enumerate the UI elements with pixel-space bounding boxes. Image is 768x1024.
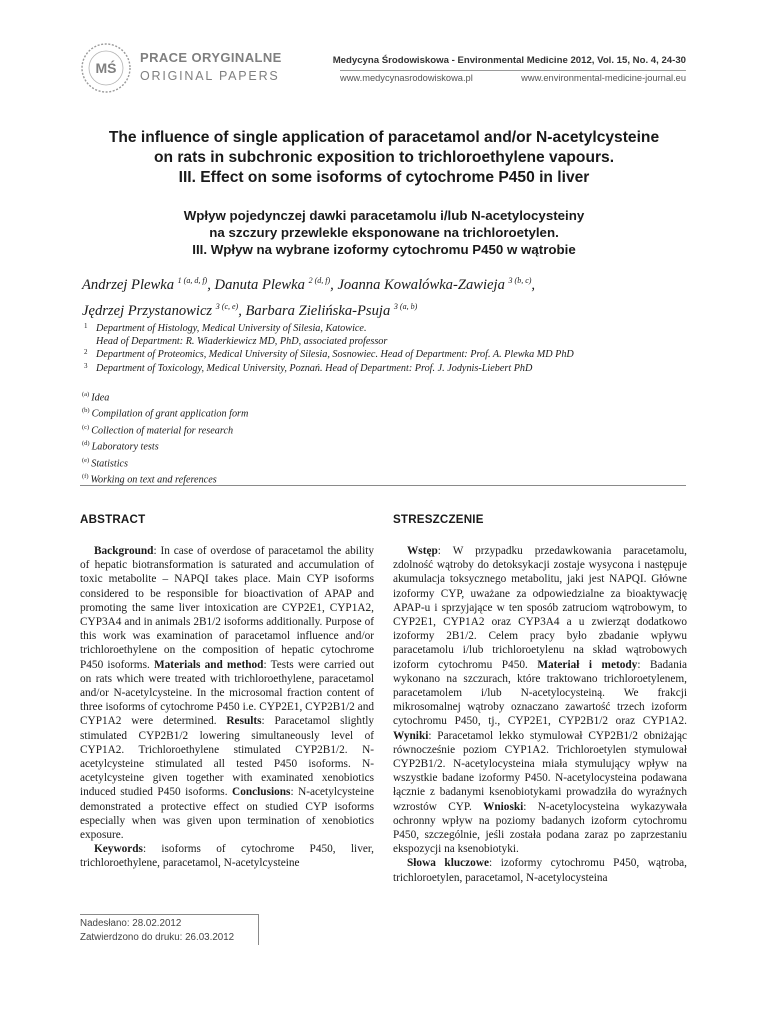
bold-term: Conclusions — [232, 786, 291, 799]
section-divider — [80, 485, 686, 486]
bold-term: Słowa kluczowe — [407, 857, 489, 870]
series-label: PRACE ORYGINALNE — [140, 50, 282, 65]
paper-title-pl — [80, 207, 688, 258]
abstract-body: Background: In case of overdose of paracetamol the ability of hepatic biotransformation is saturated and accumulation of toxic metabolite – NAPQI takes place. Main CYP isoforms considered to be responsible for bioactivation of APAP and promoting the same liver intoxication are CYP2E1, CYP1A2, CYP3A4 and in animals 2B1/2 isoforms additionally. Purpose of this work was examination of paracetamol influence and/or trichloroethylene on the composition of hepatic cytochrome P450 isoforms. Materials and method: Tests were carried out on rats which were treated with trichloroethylene, paracetamol and/or N-acetylcysteine. In the microsomal fraction content of three isoforms of cytochrome P450 i.e. CYP2E1, CYP2B1/2 and CYP1A2 were determined. Results: Paracetamol slightly stimulated CYP2B1/2 lowering simultaneously level of CYP1A2. Trichloroethylene stimulated CYP2B1/2. N-acetylcysteine stimulated all tested P450 isoforms. N-acetylcysteine given together with examinated xenobiotics induced studied P450 isoforms. Conclusions: N-acetylcysteine demonstrated a protective effect on studied CYP isoforms especially when was given upon termination of xenobiotics exposure. — [80, 545, 374, 842]
journal-citation: Medycyna Środowiskowa - Environmental Medicine 2012, Vol. 15, No. 4, 24-30 — [332, 55, 686, 66]
bold-term: Materiał i metody — [537, 658, 638, 671]
streszczenie-heading: STRESZCZENIE — [393, 513, 484, 526]
accepted-date: Zatwierdzono do druku: 26.03.2012 — [80, 932, 235, 943]
affiliations — [82, 322, 702, 375]
bold-term: Wstęp — [407, 545, 438, 557]
affiliation: 1 Department of Histology, Medical University of Silesia, Katowice. Head of Department: R. Wiaderkiewicz MD, PhD, associated professor — [84, 322, 388, 348]
title-line: III. Effect on some isoforms of cytochrome P450 in liver — [178, 169, 590, 186]
contribution-item: $^{(f)}$ Working on text and references — [82, 472, 217, 486]
logo-text: MŚ — [95, 60, 117, 76]
paper-title-en — [80, 128, 688, 188]
abstract-section — [80, 513, 374, 871]
streszczenie-section — [393, 513, 687, 885]
contribution-item: $^{(b)}$ Compilation of grant application form — [82, 407, 249, 420]
contribution-item: $^{(c)}$ Collection of material for research — [82, 423, 234, 437]
contribution-item: $^{(e)}$ Statistics — [82, 456, 129, 469]
bold-term: Background — [94, 545, 154, 557]
author: Andrzej Plewka $^{1 (a, d, f)}$, — [82, 276, 215, 293]
streszczenie-body: Wstęp: W przypadku przedawkowania paracetamolu, zdolność wątroby do detoksykacji zostaje wysycona i następuje akumulacja toksycznego metabolitu, jaki jest NAPQI. Główne izoformy CYP, uważane za odpowiedzialne za bioaktywację APAP-u i sprzyjające w ten sposób zatruciom wątrobowym, to CYP2E1, CYP1A2 oraz CYP3A4 a u zwierząt dodatkowo izoformy 2B1/2. Celem pracy było zbadanie wpływu paracetamolu i/lub trichloroetylenu na skład wątrobowych izoform cytochromu P450. Materiał i metody: Badania wykonano na szczurach, które traktowano trichloroetylenem, paracetamolem i/lub N-acetylocysteiną. We frakcji mikrosomalnej wątroby oznaczano zawartość trzech izoform cytochromu P450, tj., CYP2E1, CYP2B1/2 oraz CYP1A2. Wyniki: Paracetamol lekko stymulował CYP2B1/2 obniżając równocześnie poziom CYP1A2. Trichloroetylen stymulował CYP2B1/2. N-acetylocysteina miała stymulujący wpływ na wszystkie badane izoformy P450. N-acetylocysteina podawana łącznie z badanymi ksenobiotykami prowadziła do wyraźnych wzrostów CYP. Wnioski: N-acetylocysteina wykazywała ochronny wpływ na poziomy badanych izoform cytochromu P450, szczególnie, jeśli została podana zaraz po zaprzestaniu ekspozycji na ksenobiotyki. — [393, 545, 688, 856]
author: Danuta Plewka $^{2 (d, f)}$, — [214, 276, 338, 293]
author: Joanna Kowalówka-Zawieja $^{3 (b, c)}$, — [337, 276, 536, 293]
bold-term: Wyniki — [393, 729, 429, 742]
abstract-heading: ABSTRACT — [80, 513, 146, 526]
affiliation: 2 Department of Proteomics, Medical University of Silesia, Sosnowiec. Head of Department: Prof. A. Plewka MD PhD — [84, 348, 574, 361]
title-line: The influence of single application of paracetamol and/or N-acetylcysteine — [108, 129, 660, 146]
journal-logo — [80, 42, 132, 94]
header-divider — [340, 70, 686, 71]
title-line: on rats in subchronic exposition to trichloroethylene vapours. — [153, 149, 615, 166]
received-date: Nadesłano: 28.02.2012 — [80, 918, 182, 929]
title-line: III. Wpływ na wybrane izoformy cytochromu P450 w wątrobie — [192, 242, 576, 257]
title-line: na szczury przewlekle eksponowane na trichloroetylen. — [209, 225, 559, 240]
author-contributions — [82, 388, 482, 486]
journal-url-en[interactable]: www.environmental-medicine-journal.eu — [521, 73, 686, 83]
contribution-item: $^{(d)}$ Laboratory tests — [82, 440, 159, 453]
bold-term: Results — [226, 715, 262, 728]
streszczenie-keywords: Słowa kluczowe: izoformy cytochromu P450, wątroba, trichloroetylen, paracetamol, N-acetylocysteina — [393, 857, 687, 884]
bold-term: Wnioski — [483, 800, 524, 813]
bold-term: Keywords — [94, 843, 143, 856]
author: Barbara Zielińska-Psuja $^{3 (a, b)}$ — [245, 301, 418, 319]
author-list — [82, 270, 692, 322]
contribution-item: $^{(a)}$ Idea — [82, 391, 110, 404]
bold-term: Materials and method — [154, 658, 264, 671]
author: Jędrzej Przystanowicz $^{3 (c, e)}$, — [82, 301, 246, 319]
title-line: Wpływ pojedynczej dawki paracetamolu i/lub N-acetylocysteiny — [183, 208, 585, 223]
affiliation: 3 Department of Toxicology, Medical University, Poznań. Head of Department: Prof. J. Jodynis-Liebert PhD — [84, 361, 533, 374]
journal-url-pl[interactable]: www.medycynasrodowiskowa.pl — [340, 73, 473, 83]
series-label-en: ORIGINAL PAPERS — [140, 69, 280, 83]
abstract-keywords: Keywords: isoforms of cytochrome P450, liver, trichloroethylene, paracetamol, N-acetylcysteine — [80, 843, 374, 870]
